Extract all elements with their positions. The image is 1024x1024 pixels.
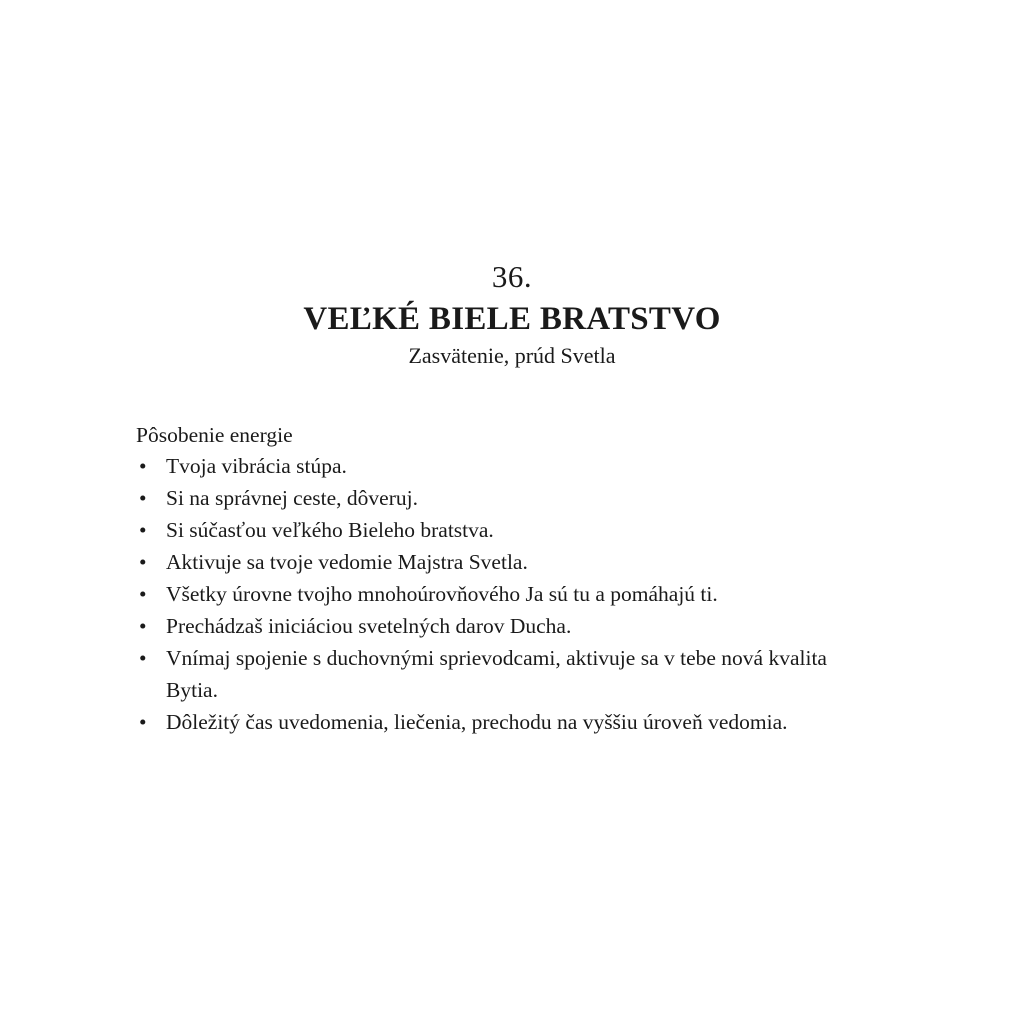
card-subtitle: Zasvätenie, prúd Svetla bbox=[408, 343, 616, 368]
list-item-text: Vnímaj spojenie s duchovnými sprievodcami, aktivuje sa v tebe nová kvalita Bytia. bbox=[166, 646, 827, 702]
list-item-text: Prechádzaš iniciáciou svetelných darov Ducha. bbox=[166, 614, 572, 638]
card-number: 36. bbox=[491, 259, 533, 294]
energy-effects-section bbox=[136, 419, 876, 738]
card-header bbox=[0, 258, 1024, 370]
list-item bbox=[136, 450, 876, 482]
list-item-text: Všetky úrovne tvojho mnohoúrovňového Ja sú tu a pomáhajú ti. bbox=[166, 582, 718, 606]
bullet-icon: • bbox=[139, 582, 147, 606]
section-label: Pôsobenie energie bbox=[136, 423, 293, 447]
list-item-text: Si na správnej ceste, dôveruj. bbox=[166, 486, 418, 510]
bullet-icon: • bbox=[139, 710, 147, 734]
list-item-text: Si súčasťou veľkého Bieleho bratstva. bbox=[166, 518, 494, 542]
bullet-icon: • bbox=[139, 614, 147, 638]
list-item-text: Tvoja vibrácia stúpa. bbox=[166, 454, 347, 478]
list-item bbox=[136, 706, 876, 738]
list-item-text: Aktivuje sa tvoje vedomie Majstra Svetla. bbox=[166, 550, 528, 574]
list-item bbox=[136, 642, 876, 706]
list-item bbox=[136, 514, 876, 546]
effects-list bbox=[136, 450, 876, 738]
bullet-icon: • bbox=[139, 550, 147, 574]
list-item-text: Dôležitý čas uvedomenia, liečenia, prechodu na vyššiu úroveň vedomia. bbox=[166, 710, 788, 734]
list-item bbox=[136, 578, 876, 610]
bullet-icon: • bbox=[139, 518, 147, 542]
card-title: VEĽKÉ BIELE BRATSTVO bbox=[303, 301, 721, 337]
bullet-icon: • bbox=[139, 646, 147, 670]
list-item bbox=[136, 482, 876, 514]
list-item bbox=[136, 610, 876, 642]
list-item bbox=[136, 546, 876, 578]
bullet-icon: • bbox=[139, 454, 147, 478]
bullet-icon: • bbox=[139, 486, 147, 510]
